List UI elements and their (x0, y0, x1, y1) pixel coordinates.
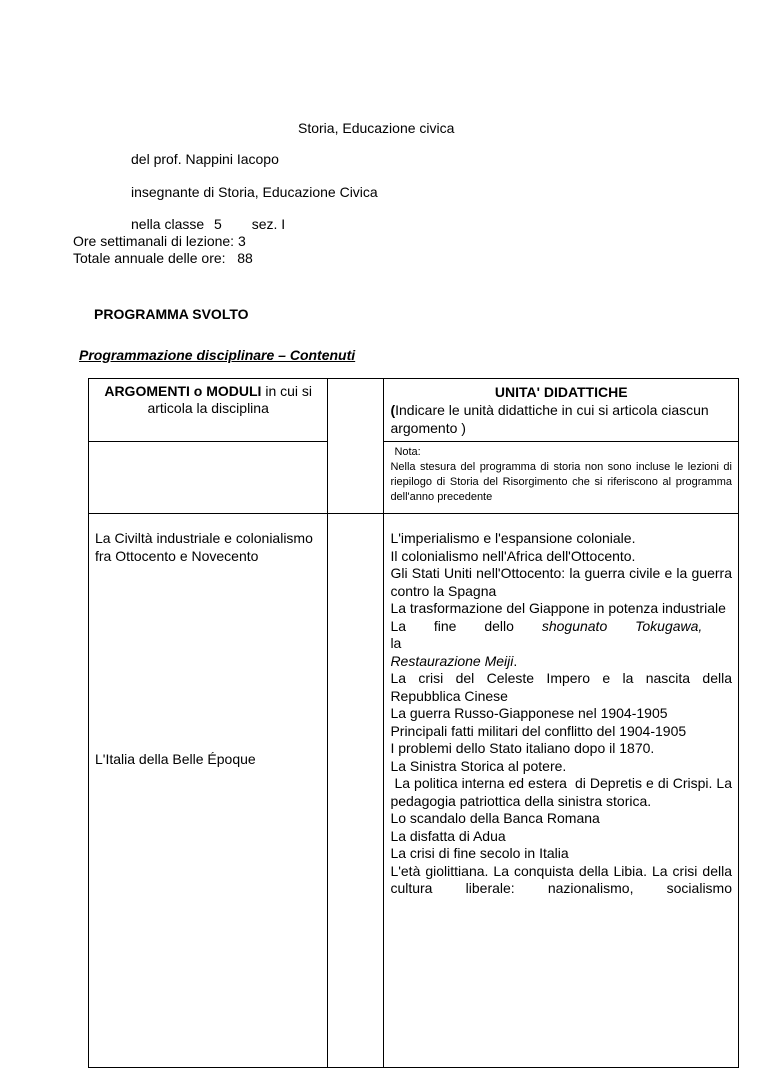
note-empty-cell (89, 442, 328, 514)
role-line: insegnante di Storia, Educazione Civica (131, 184, 378, 200)
header-modules-bold: ARGOMENTI o MODULI (104, 383, 262, 399)
note-label: Nota: (394, 446, 421, 458)
topic-item: Lo scandalo della Banca Romana (390, 810, 600, 826)
spacer-cell (328, 514, 384, 1068)
topic-item: Principali fatti militari del conflitto del 1904-1905 (390, 722, 687, 739)
modules-cell (89, 514, 328, 1068)
topics-list (384, 514, 738, 898)
content-row (89, 514, 739, 1068)
class-number: 5 (214, 216, 222, 232)
topic-item: I problemi dello Stato italiano dopo il 1870. (390, 740, 655, 756)
topic-item: L'età giolittiana. La conquista della Libia. La crisi della cultura liberale: nazionalismo, socialismo (390, 862, 732, 896)
header-units-desc: Indicare le unità didattiche in cui si articola ciascun argomento ) (390, 402, 709, 436)
teacher-line: del prof. Nappini Iacopo (131, 151, 279, 167)
topic-item: La disfatta di Adua (390, 827, 506, 844)
annual-hours: Totale annuale delle ore: 88 (73, 250, 253, 266)
programma-heading: PROGRAMMA SVOLTO (94, 306, 249, 322)
topic-meiji-b: shogunato Tokugawa, (541, 617, 703, 634)
note-row (89, 442, 739, 514)
topic-item: L'imperialismo e l'espansione coloniale. (390, 530, 636, 546)
header-modules-rest: in cui si articola la disciplina (147, 383, 313, 416)
topic-item-meiji (390, 618, 732, 671)
class-section: sez. I (251, 216, 286, 232)
table-header-row (89, 379, 739, 442)
note-cell (384, 442, 739, 514)
program-table (88, 378, 739, 1068)
topic-item: La guerra Russo-Giapponese nel 1904-1905 (390, 705, 668, 721)
module-item: La Civiltà industriale e colonialismo fra Ottocento e Novecento (95, 530, 313, 564)
topic-meiji-a: La fine dello (390, 617, 542, 634)
topic-item: La politica interna ed estera di Depretis e di Crispi. La pedagogia patriottica della sinistra storica. (390, 775, 736, 809)
topic-item: La crisi di fine secolo in Italia (390, 845, 569, 861)
topic-item: La Sinistra Storica al potere. (390, 757, 567, 774)
weekly-hours: Ore settimanali di lezione: 3 (73, 233, 246, 249)
module-item: L'Italia della Belle Époque (95, 751, 256, 767)
topic-item: La crisi del Celeste Impero e la nascita della Repubblica Cinese (390, 670, 732, 704)
subject-title: Storia, Educazione civica (298, 120, 455, 136)
header-units-paren: ( (390, 402, 396, 418)
header-modules-cell (89, 379, 328, 442)
topics-cell (384, 514, 739, 1068)
class-line (131, 216, 285, 232)
topic-item: Il colonialismo nell'Africa dell'Ottocento. (390, 547, 636, 564)
contents-heading: Programmazione disciplinare – Contenuti (79, 347, 356, 363)
topic-meiji-d: Restaurazione Meiji (390, 652, 514, 669)
topic-item: La trasformazione del Giappone in potenza industriale (390, 600, 726, 616)
header-units-title: UNITA' DIDATTICHE (494, 384, 628, 400)
header-units-cell (384, 379, 739, 442)
topic-meiji-c: la (390, 635, 402, 651)
spacer-column (328, 379, 384, 514)
note-text: Nella stesura del programma di storia non sono incluse le lezioni di riepilogo di Storia del Risorgimento che si riferiscono al programma dell'anno precedente (390, 461, 732, 503)
topic-item: Gli Stati Uniti nell'Ottocento: la guerra civile e la guerra contro la Spagna (390, 565, 732, 599)
topic-meiji-e: . (513, 652, 518, 669)
class-label: nella classe (131, 216, 205, 232)
